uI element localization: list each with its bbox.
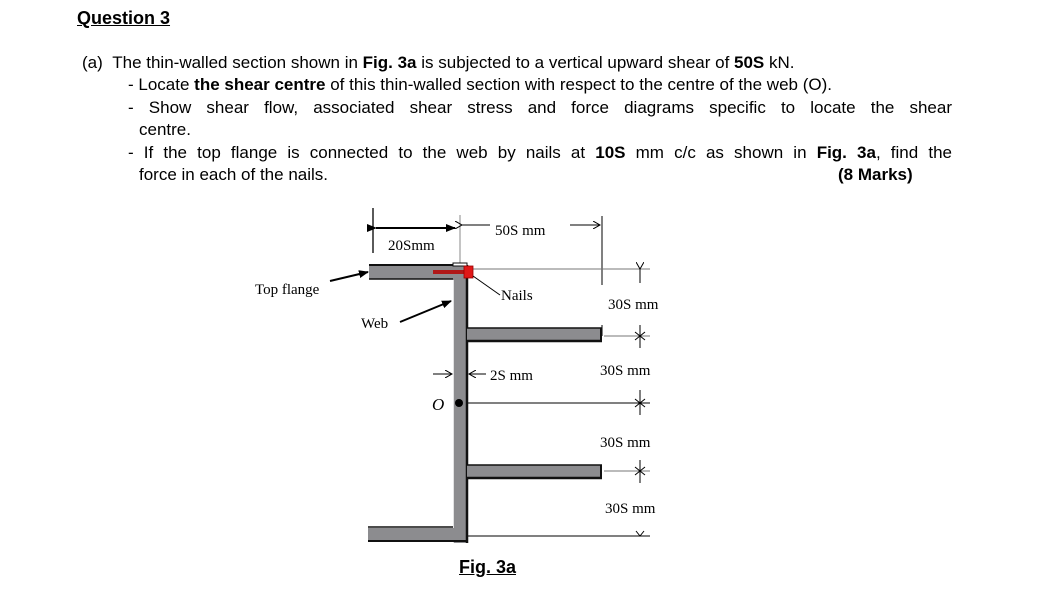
label-50s: 50S mm: [495, 223, 546, 239]
label-2s: 2S mm: [490, 368, 533, 384]
marks: (8 Marks): [838, 165, 913, 184]
question-title: Question 3: [77, 8, 171, 28]
bottom-left-flange: [368, 527, 467, 541]
shear-value: 50S: [734, 53, 765, 72]
fig-ref: Fig. 3a: [816, 143, 876, 162]
intro-text: The thin-walled section shown in: [112, 53, 363, 72]
label-origin: O: [432, 395, 445, 414]
bullet-diagrams-line1: - Show shear flow, associated shear stress and force diagrams specific to locate the shear: [128, 98, 952, 117]
bullet-text: , find the: [875, 143, 952, 162]
label-top-flange: Top flange: [255, 282, 320, 298]
label-30s-1: 30S mm: [608, 297, 659, 313]
bullet-text: of this thin-walled section with respect to the centre of the web (O).: [325, 75, 832, 94]
label-30s-3: 30S mm: [600, 435, 651, 451]
figure-caption: Fig. 3a: [459, 557, 517, 577]
label-web: Web: [361, 316, 389, 332]
bullet-nails-line2: force in each of the nails.: [139, 165, 329, 184]
label-30s-2: 30S mm: [600, 363, 651, 379]
bullet-emphasis: the shear centre: [194, 75, 326, 94]
lower-right-flange: [467, 465, 602, 478]
part-label: (a): [82, 53, 103, 72]
bullet-text: - If the top flange is connected to the web by nails at: [128, 143, 596, 162]
bullet-text: - Locate: [128, 75, 195, 94]
label-20s: 20Smm: [388, 238, 435, 254]
bullet-diagrams-line2: centre.: [139, 120, 191, 139]
upper-right-flange: [467, 328, 602, 341]
bullet-text: mm c/c as shown in: [625, 143, 817, 162]
origin-point: [455, 399, 463, 407]
label-30s-4: 30S mm: [605, 501, 656, 517]
fig-ref: Fig. 3a: [362, 53, 417, 72]
intro-text: kN.: [764, 53, 795, 72]
intro-text: is subjected to a vertical upward shear of: [416, 53, 735, 72]
label-nails: Nails: [501, 288, 533, 304]
nail-spacing: 10S: [595, 143, 626, 162]
